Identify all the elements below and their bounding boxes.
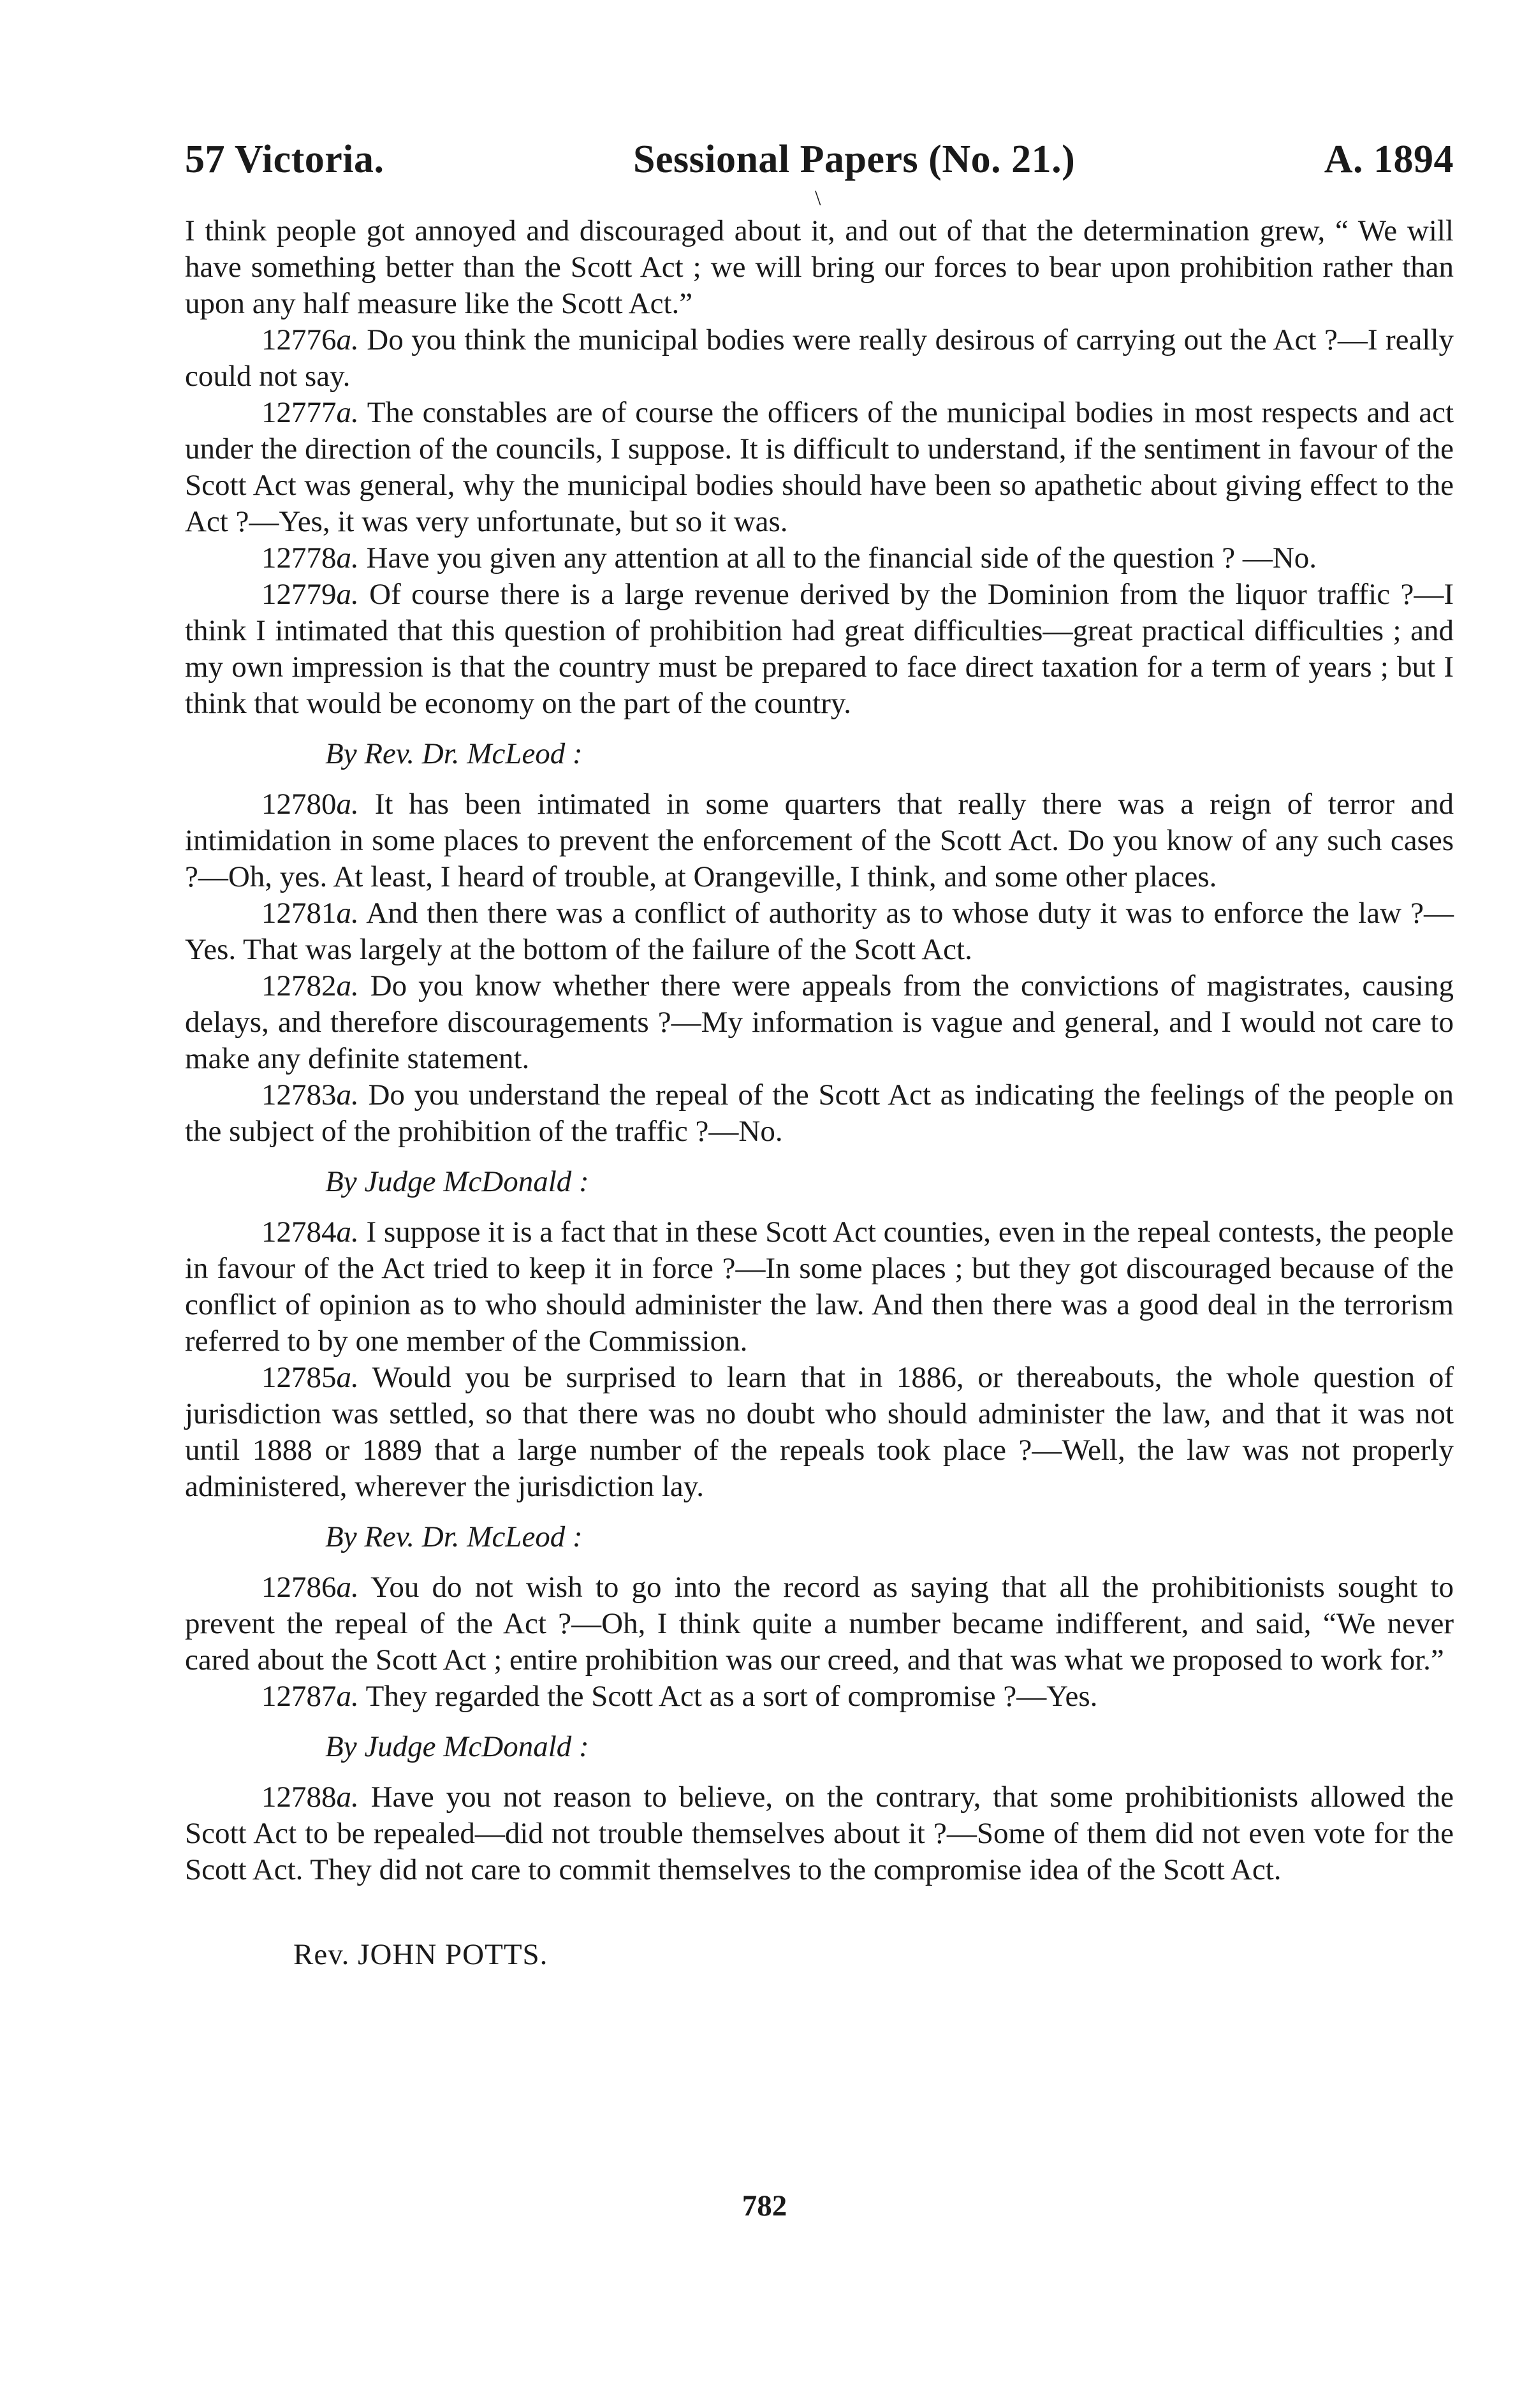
question-12778: 12778a. Have you given any attention at all to the financial side of the question ? —No. [261, 541, 1317, 575]
examiner-heading: By Rev. Dr. McLeod : [325, 737, 583, 770]
question-number: 12787 [261, 1680, 337, 1713]
question-12787: 12787a. They regarded the Scott Act as a sort of compromise ?—Yes. [261, 1680, 1098, 1713]
question-12784: 12784a. I suppose it is a fact that in these Scott Act counties, even in the repeal contests, the people in favour of the Act tried to keep it in force ?—In some places ; but they got discouraged because of the conflict of opinion as to who should administer the law. And then there was a good deal in the terrorism referred to by one member of the Commission. [185, 1215, 1454, 1358]
question-12777: 12777a. The constables are of course the officers of the municipal bodies in most respects and act under the direction of the councils, I suppose. It is difficult to understand, if the sentiment in favour of the Scott Act was general, why the municipal bodies should have been so apathetic about giving effect to the Act ?—Yes, it was very unfortunate, but so it was. [185, 396, 1454, 538]
question-12783: 12783a. Do you understand the repeal of the Scott Act as indicating the feelings of the people on the subject of the prohibition of the traffic ?—No. [185, 1078, 1454, 1148]
question-number: 12786 [261, 1571, 337, 1604]
page-number: 782 [742, 2189, 787, 2222]
question-12788: 12788a. Have you not reason to believe, on the contrary, that some prohibitionists allowed the Scott Act to be repealed—did not trouble themselves about it ?—Some of them did not even vote for the Scott Act. They did not care to commit themselves to the compromise idea of the Scott Act. [185, 1780, 1454, 1886]
examiner-heading: By Judge McDonald : [325, 1730, 589, 1763]
page-header [185, 134, 1454, 185]
header-session: 57 Victoria. [185, 138, 384, 181]
question-number: 12781 [261, 897, 337, 930]
question-number: 12777 [261, 396, 337, 429]
question-number: 12776 [261, 323, 337, 356]
question-12786: 12786a. You do not wish to go into the record as saying that all the prohibitionists sought to prevent the repeal of the Act ?—Oh, I think quite a number became indifferent, and said, “We never cared about the Scott Act ; entire prohibition was our creed, and that was what we proposed to work for.” [185, 1571, 1454, 1677]
question-number: 12779 [261, 578, 337, 611]
question-12779: 12779a. Of course there is a large revenue derived by the Dominion from the liquor traffic ?—I think I intimated that this question of prohibition had great difficulties—great practical difficulties ; and my own impression is that the country must be prepared to face direct taxation for a term of years ; but I think that would be economy on the part of the country. [185, 578, 1454, 720]
document-page [185, 134, 1454, 1973]
header-year: A. 1894 [1324, 138, 1454, 181]
question-number: 12780 [261, 788, 337, 821]
question-12776: 12776a. Do you think the municipal bodies were really desirous of carrying out the Act ?—I really could not say. [185, 323, 1454, 393]
paragraph-intro: I think people got annoyed and discouraged about it, and out of that the determination grew, “ We will have something better than the Scott Act ; we will bring our forces to bear upon prohibition rather than upon any half measure like the Scott Act.” [185, 214, 1454, 320]
question-12782: 12782a. Do you know whether there were appeals from the convictions of magistrates, causing delays, and therefore discouragements ?—My information is vague and general, and I would not care to make any definite statement. [185, 969, 1454, 1075]
question-number: 12788 [261, 1780, 337, 1814]
question-number: 12784 [261, 1215, 337, 1249]
header-title: Sessional Papers (No. 21.) [633, 138, 1076, 181]
examiner-heading: By Rev. Dr. McLeod : [325, 1520, 583, 1553]
witness-signature: Rev. JOHN POTTS. [293, 1938, 548, 1971]
examiner-heading: By Judge McDonald : [325, 1165, 589, 1198]
testimony-body [185, 213, 1454, 1973]
question-12781: 12781a. And then there was a conflict of authority as to whose duty it was to enforce the law ?—Yes. That was largely at the bottom of the failure of the Scott Act. [185, 897, 1454, 966]
question-number: 12785 [261, 1361, 337, 1394]
question-12780: 12780a. It has been intimated in some quarters that really there was a reign of terror and intimidation in some places to prevent the enforcement of the Scott Act. Do you know of any such cases ?—Oh, yes. At least, I heard of trouble, at Orangeville, I think, and some other places. [185, 788, 1454, 893]
question-number: 12778 [261, 541, 337, 575]
question-12785: 12785a. Would you be surprised to learn that in 1886, or thereabouts, the whole question of jurisdiction was settled, so that there was no doubt who should administer the law, and that it was not until 1888 or 1889 that a large number of the repeals took place ?—Well, the law was not properly administered, wherever the jurisdiction lay. [185, 1361, 1454, 1503]
question-number: 12783 [261, 1078, 337, 1112]
question-number: 12782 [261, 969, 337, 1002]
stray-mark: \ [815, 186, 821, 210]
